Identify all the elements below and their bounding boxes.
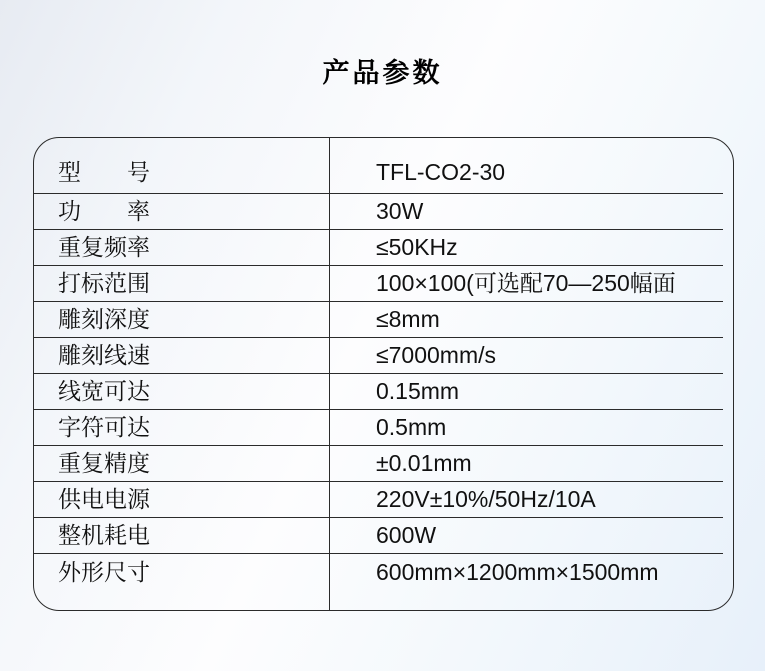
spec-value: 600W — [376, 522, 437, 548]
table-row — [34, 265, 723, 301]
spec-value: 100×100(可选配70—250幅面 — [376, 270, 676, 296]
table-row — [34, 138, 723, 193]
spec-value: ±0.01mm — [376, 450, 472, 476]
table-row — [34, 553, 723, 611]
spec-value: ≤7000mm/s — [376, 342, 496, 368]
spec-value: TFL-CO2-30 — [376, 159, 506, 185]
page-title: 产品参数 — [322, 58, 443, 88]
spec-label: 线宽可达 — [34, 374, 330, 409]
table-row — [34, 409, 723, 445]
spec-table — [33, 137, 734, 611]
table-row — [34, 445, 723, 481]
spec-value: ≤50KHz — [376, 234, 458, 260]
spec-label: 外形尺寸 — [34, 554, 330, 611]
spec-label: 重复精度 — [34, 446, 330, 481]
spec-label: 雕刻深度 — [34, 302, 330, 337]
spec-label: 雕刻线速 — [34, 338, 330, 373]
spec-label: 整机耗电 — [34, 518, 330, 553]
spec-value: 220V±10%/50Hz/10A — [376, 486, 596, 512]
spec-value: 600mm×1200mm×1500mm — [376, 558, 659, 585]
spec-value: ≤8mm — [376, 306, 440, 332]
spec-label: 打标范围 — [34, 266, 330, 301]
spec-label: 功 率 — [34, 194, 330, 229]
spec-label: 字符可达 — [34, 410, 330, 445]
table-row — [34, 481, 723, 517]
spec-label: 供电电源 — [34, 482, 330, 517]
spec-value: 30W — [376, 198, 424, 224]
spec-value: 0.5mm — [376, 414, 447, 440]
table-row — [34, 517, 723, 553]
spec-value: 0.15mm — [376, 378, 460, 404]
table-row — [34, 301, 723, 337]
table-row — [34, 229, 723, 265]
spec-label: 型 号 — [34, 138, 330, 193]
spec-label: 重复频率 — [34, 230, 330, 265]
table-row — [34, 193, 723, 229]
table-row — [34, 373, 723, 409]
table-row — [34, 337, 723, 373]
